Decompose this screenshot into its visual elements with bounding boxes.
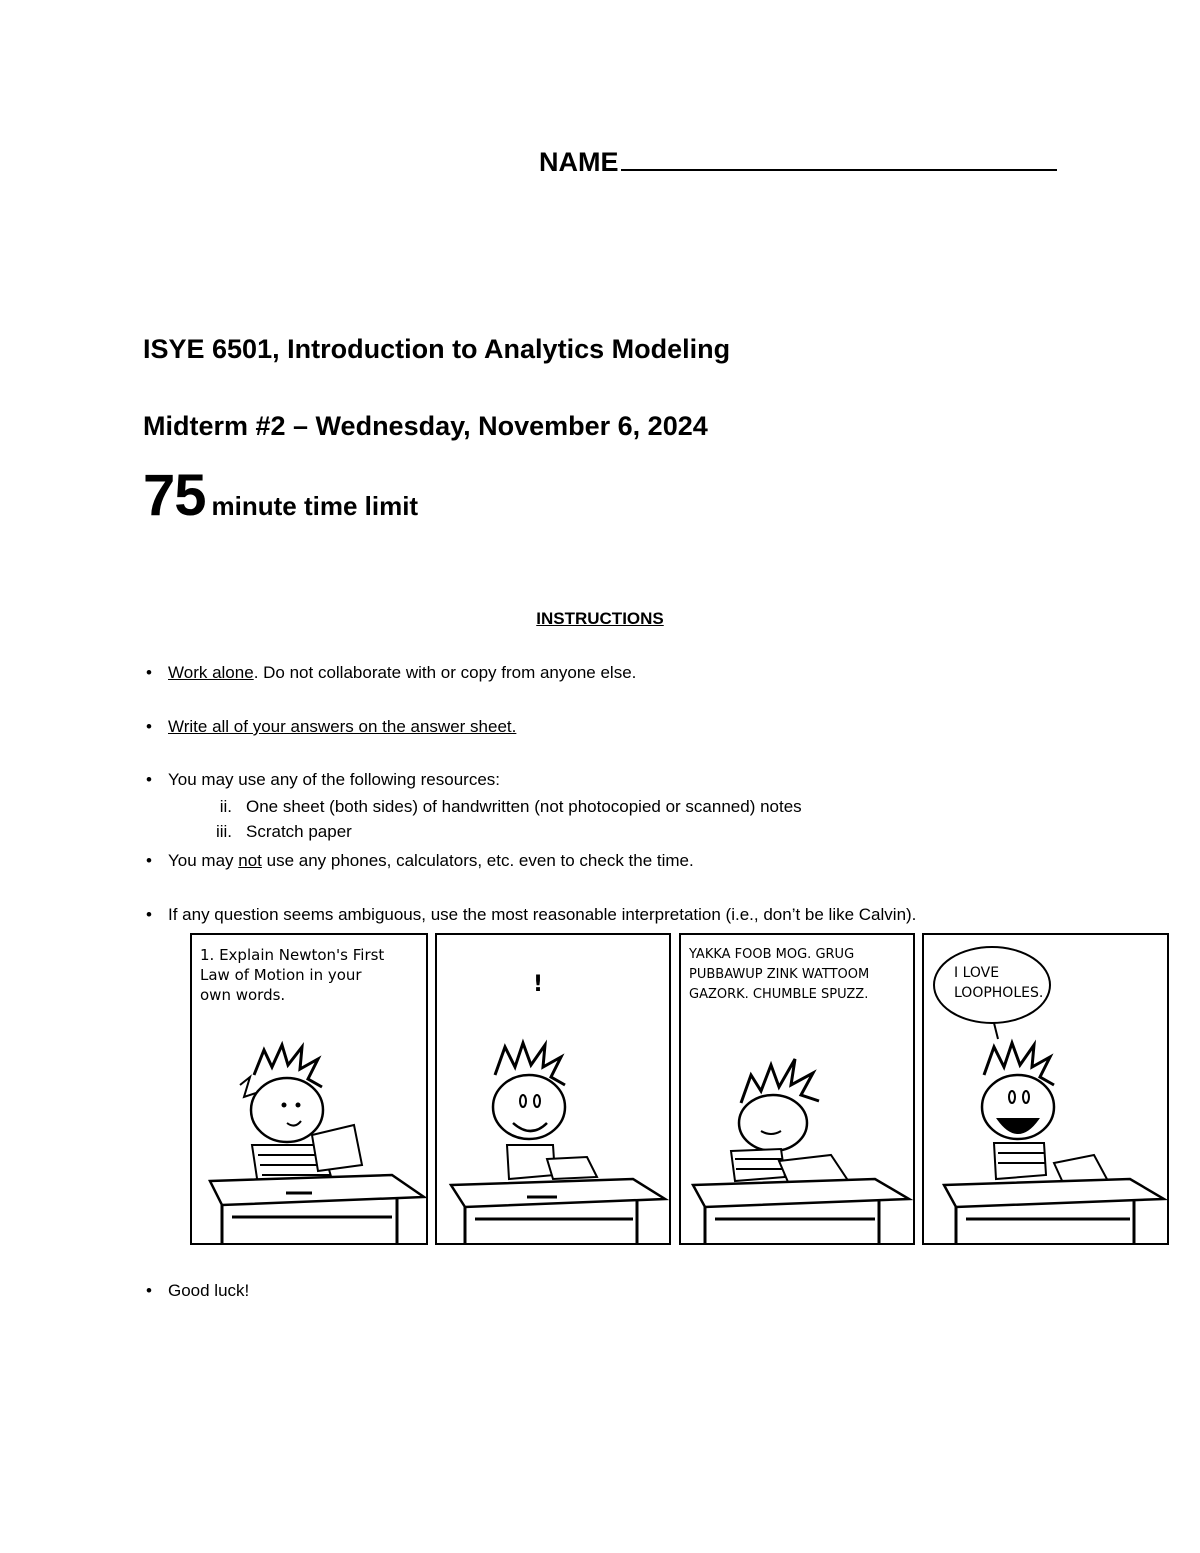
not-emphasis: not [238, 851, 262, 870]
name-field [539, 143, 1057, 178]
comic-panel-1 [190, 933, 428, 1245]
bullet-icon: • [146, 851, 152, 870]
resource-item [180, 797, 802, 817]
comic-caption: YAKKA FOOB MOG. GRUG PUBBAWUP ZINK WATTOOM GAZORK. CHUMBLE SPUZZ. [689, 947, 870, 1002]
instruction-text: You may [168, 851, 239, 870]
bullet-icon: • [146, 1281, 152, 1300]
instruction-item [146, 905, 916, 925]
good-luck-text: Good luck! [168, 1281, 250, 1300]
name-label: NAME [539, 147, 619, 177]
instruction-item [146, 717, 516, 737]
calvin-reading-illustration [192, 935, 426, 1243]
calvin-smiling-illustration [437, 935, 669, 1243]
instruction-text: use any phones, calculators, etc. even to check the time. [261, 851, 694, 870]
calvin-writing-illustration [681, 935, 913, 1243]
time-limit-text: minute time limit [211, 491, 419, 521]
instruction-item [146, 663, 636, 683]
instruction-item [146, 770, 500, 790]
time-limit [143, 462, 418, 529]
resource-number: ii. [219, 797, 232, 816]
instruction-text: . Do not collaborate with or copy from anyone else. [253, 663, 637, 682]
instructions-heading: INSTRUCTIONS [536, 609, 664, 628]
instruction-item [146, 1281, 249, 1301]
instruction-item [146, 851, 694, 871]
comic-caption: 1. Explain Newton's First Law of Motion in your own words. [200, 946, 385, 1004]
instruction-text: Write all of your answers on the answer sheet. [168, 717, 517, 736]
speech-bubble-text: I LOVE LOOPHOLES. [954, 965, 1044, 1001]
time-limit-number: 75 [143, 463, 206, 528]
course-title: ISYE 6501, Introduction to Analytics Modeling [143, 334, 731, 364]
exam-date-title: Midterm #2 – Wednesday, November 6, 2024 [143, 411, 708, 441]
instruction-text: If any question seems ambiguous, use the most reasonable interpretation (i.e., don’t be like Calvin). [168, 905, 917, 924]
resource-item [180, 822, 352, 842]
bullet-icon: • [146, 905, 152, 924]
comic-caption: ! [533, 972, 544, 997]
resource-text: Scratch paper [246, 822, 352, 841]
calvin-comic-strip [190, 933, 1168, 1243]
work-alone-text: Work alone [168, 663, 254, 682]
bullet-icon: • [146, 770, 152, 789]
comic-panel-2 [435, 933, 671, 1245]
comic-panel-3 [679, 933, 915, 1245]
bullet-icon: • [146, 663, 152, 682]
resource-text: One sheet (both sides) of handwritten (not photocopied or scanned) notes [246, 797, 802, 816]
resource-number: iii. [215, 822, 232, 841]
bullet-icon: • [146, 717, 152, 736]
name-blank-line[interactable] [621, 143, 1057, 171]
instruction-text: You may use any of the following resources: [168, 770, 501, 789]
comic-panel-4 [922, 933, 1169, 1245]
